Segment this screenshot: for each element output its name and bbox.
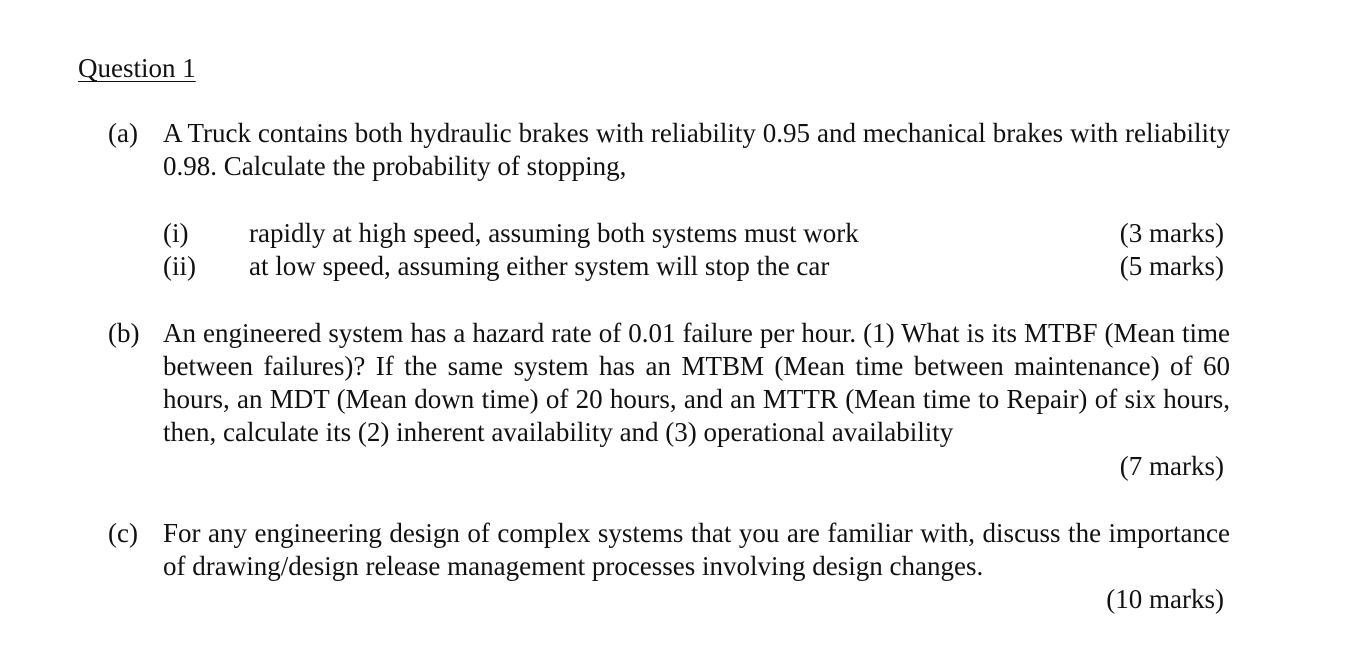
part-a-subpart-ii [163, 250, 1224, 283]
part-c [108, 517, 1230, 583]
subpart-text: rapidly at high speed, assuming both systems must work [249, 218, 859, 248]
part-c-marks: (10 marks) [1106, 584, 1224, 614]
part-a-label: (a) [108, 118, 138, 148]
part-c-text: For any engineering design of complex systems that you are familiar with, discuss the importance of drawing/design release management processes involving design changes. [163, 518, 1230, 581]
part-b-label: (b) [108, 318, 140, 348]
part-b-marks: (7 marks) [1119, 451, 1224, 481]
part-c-label: (c) [108, 518, 138, 548]
part-a-subpart-i [163, 217, 1224, 250]
subpart-marks: (5 marks) [1119, 251, 1224, 281]
subpart-text: at low speed, assuming either system will stop the car [249, 251, 830, 281]
part-a-text: A Truck contains both hydraulic brakes with reliability 0.95 and mechanical brakes with reliability 0.98. Calculate the probability of stopping, [163, 118, 1230, 181]
subpart-label: (ii) [163, 251, 196, 281]
part-b-text: An engineered system has a hazard rate of 0.01 failure per hour. (1) What is its MTBF (Mean time between failures)? If the same system has an MTBM (Mean time between maintenance) of 60 hours, an MDT (Mean down time) of 20 hours, and an MTTR (Mean time to Repair) of six hours, then, calculate its (2) inherent availability and (3) operational availability [163, 318, 1230, 447]
subpart-label: (i) [163, 218, 189, 248]
question-heading: Question 1 [78, 53, 196, 83]
part-b [108, 317, 1230, 449]
part-a [108, 117, 1230, 183]
subpart-marks: (3 marks) [1119, 218, 1224, 248]
